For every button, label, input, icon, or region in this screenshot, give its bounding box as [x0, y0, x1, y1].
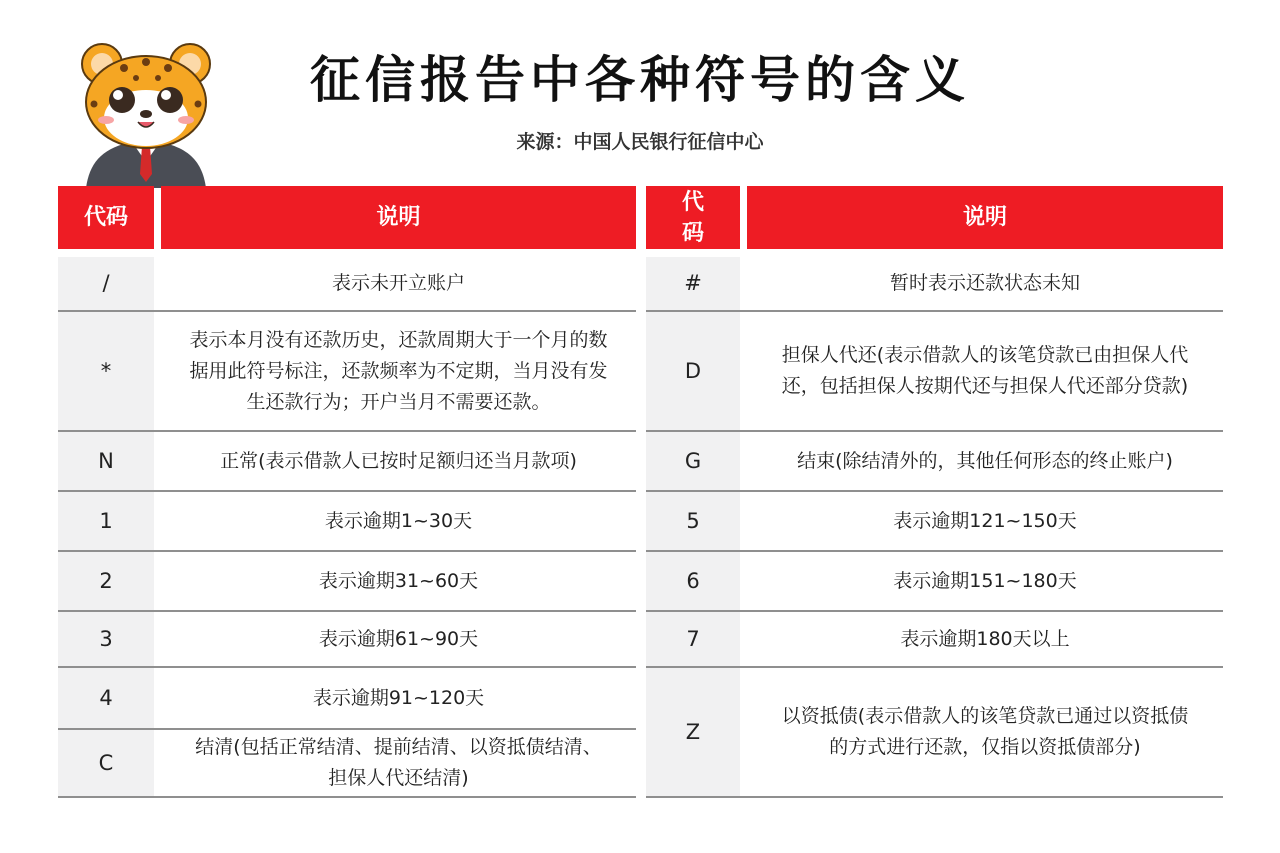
left-description-cell: 正常(表示借款人已按时足额归还当月款项) — [161, 432, 636, 490]
left-code-cell: C — [58, 730, 154, 796]
left-description-cell: 表示逾期61~90天 — [161, 612, 636, 666]
right-code-cell: # — [646, 257, 740, 310]
source-line: 来源：中国人民银行征信中心 — [516, 131, 764, 153]
left-code-cell: / — [58, 257, 154, 310]
left-code-cell: 2 — [58, 552, 154, 610]
right-description-cell: 表示逾期180天以上 — [747, 612, 1223, 666]
header-description-right: 说明 — [747, 186, 1223, 249]
right-description-cell: 结束(除结清外的，其他任何形态的终止账户) — [747, 432, 1223, 490]
right-description-cell: 表示逾期151~180天 — [747, 552, 1223, 610]
left-description-cell: 表示未开立账户 — [161, 257, 636, 310]
right-description-cell: 表示逾期121~150天 — [747, 492, 1223, 550]
left-description-cell: 表示逾期31~60天 — [161, 552, 636, 610]
right-description-cell: 暂时表示还款状态未知 — [747, 257, 1223, 310]
left-code-cell: 1 — [58, 492, 154, 550]
header-description-left: 说明 — [161, 186, 636, 249]
header-code-right: 代码 — [646, 186, 740, 249]
left-code-cell: N — [58, 432, 154, 490]
right-description-cell: 以资抵债(表示借款人的该笔贷款已通过以资抵债的方式进行还款，仅指以资抵债部分) — [747, 668, 1223, 796]
left-description-cell: 表示逾期91~120天 — [161, 668, 636, 728]
right-code-cell: G — [646, 432, 740, 490]
right-code-cell: 7 — [646, 612, 740, 666]
page-title: 征信报告中各种符号的含义 — [310, 50, 970, 109]
left-description-cell: 表示逾期1~30天 — [161, 492, 636, 550]
left-description-cell: 结清(包括正常结清、提前结清、以资抵债结清、担保人代还结清) — [161, 730, 636, 796]
left-code-cell: * — [58, 312, 154, 430]
row-divider — [58, 796, 636, 798]
left-description-cell: 表示本月没有还款历史，还款周期大于一个月的数据用此符号标注，还款频率为不定期，当月没有发生还款行为；开户当月不需要还款。 — [161, 312, 636, 430]
right-code-cell: D — [646, 312, 740, 430]
right-description-cell: 担保人代还(表示借款人的该笔贷款已由担保人代还，包括担保人按期代还与担保人代还部分贷款) — [747, 312, 1223, 430]
right-code-cell: Z — [646, 668, 740, 796]
right-code-cell: 5 — [646, 492, 740, 550]
left-code-cell: 3 — [58, 612, 154, 666]
header-code-left: 代码 — [58, 186, 154, 249]
right-code-cell: 6 — [646, 552, 740, 610]
row-divider — [646, 796, 1223, 798]
left-code-cell: 4 — [58, 668, 154, 728]
